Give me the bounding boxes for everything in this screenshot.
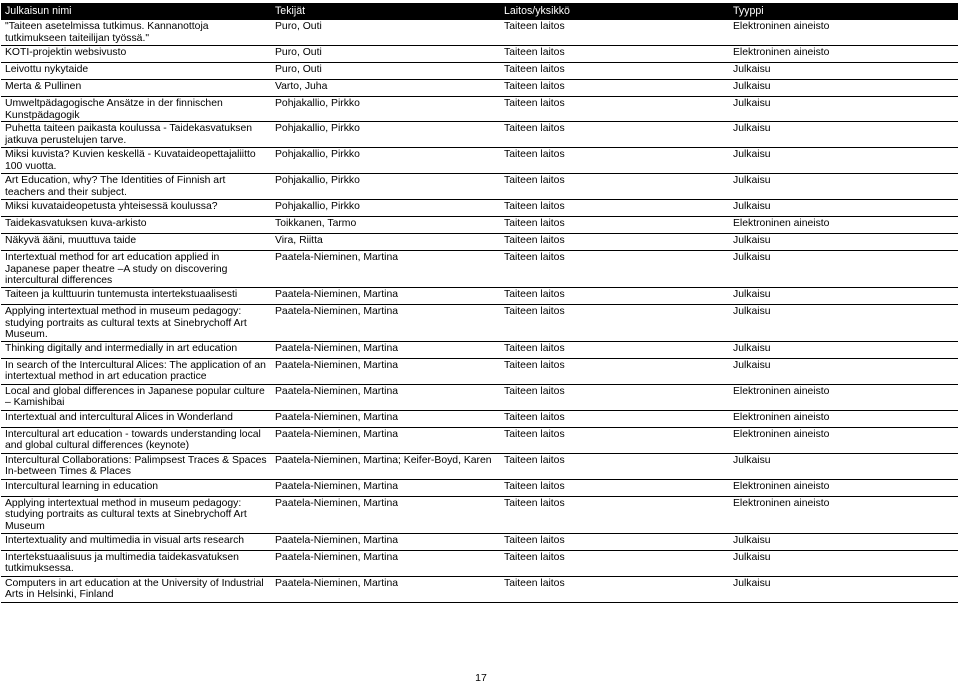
table-row xyxy=(1,251,958,288)
cell-title: Näkyvä ääni, muuttuva taide xyxy=(1,234,271,251)
cell-author: Varto, Juha xyxy=(271,80,500,97)
publication-list-sheet xyxy=(1,3,958,603)
cell-author: Paatela-Nieminen, Martina xyxy=(271,384,500,410)
cell-unit: Taiteen laitos xyxy=(500,496,729,533)
cell-unit: Taiteen laitos xyxy=(500,174,729,200)
cell-title: Computers in art education at the University of Industrial Arts in Helsinki, Finland xyxy=(1,576,271,602)
cell-type: Julkaisu xyxy=(729,550,958,576)
cell-title: Intercultural learning in education xyxy=(1,479,271,496)
table-row xyxy=(1,304,958,341)
cell-author: Paatela-Nieminen, Martina; Keifer-Boyd, Karen xyxy=(271,453,500,479)
cell-title: Taiteen ja kulttuurin tuntemusta intertekstuaalisesti xyxy=(1,287,271,304)
table-row xyxy=(1,234,958,251)
cell-title: Intertextual method for art education applied in Japanese paper theatre –A study on discovering intercultural differences xyxy=(1,251,271,288)
cell-author: Paatela-Nieminen, Martina xyxy=(271,410,500,427)
cell-title: Merta & Pullinen xyxy=(1,80,271,97)
cell-title: Intertextual and intercultural Alices in Wonderland xyxy=(1,410,271,427)
cell-title: Miksi kuvataideopetusta yhteisessä koulussa? xyxy=(1,200,271,217)
header-author: Tekijät xyxy=(271,3,500,20)
cell-title: Intertekstuaalisuus ja multimedia taidekasvatuksen tutkimuksessa. xyxy=(1,550,271,576)
cell-author: Paatela-Nieminen, Martina xyxy=(271,550,500,576)
cell-author: Paatela-Nieminen, Martina xyxy=(271,427,500,453)
cell-title: Thinking digitally and intermedially in art education xyxy=(1,341,271,358)
cell-type: Julkaisu xyxy=(729,251,958,288)
cell-unit: Taiteen laitos xyxy=(500,200,729,217)
cell-author: Paatela-Nieminen, Martina xyxy=(271,576,500,602)
table-row xyxy=(1,427,958,453)
table-row xyxy=(1,384,958,410)
table-row xyxy=(1,358,958,384)
cell-unit: Taiteen laitos xyxy=(500,148,729,174)
cell-author: Pohjakallio, Pirkko xyxy=(271,200,500,217)
cell-title: "Taiteen asetelmissa tutkimus. Kannanottoja tutkimukseen taiteilijan työssä." xyxy=(1,20,271,46)
table-row xyxy=(1,479,958,496)
table-row xyxy=(1,533,958,550)
cell-unit: Taiteen laitos xyxy=(500,46,729,63)
cell-author: Puro, Outi xyxy=(271,46,500,63)
cell-title: Miksi kuvista? Kuvien keskellä - Kuvataideopettajaliitto 100 vuotta. xyxy=(1,148,271,174)
cell-type: Elektroninen aineisto xyxy=(729,496,958,533)
cell-unit: Taiteen laitos xyxy=(500,479,729,496)
cell-unit: Taiteen laitos xyxy=(500,410,729,427)
cell-unit: Taiteen laitos xyxy=(500,122,729,148)
cell-title: KOTI-projektin websivusto xyxy=(1,46,271,63)
cell-author: Pohjakallio, Pirkko xyxy=(271,148,500,174)
cell-unit: Taiteen laitos xyxy=(500,287,729,304)
cell-unit: Taiteen laitos xyxy=(500,384,729,410)
cell-title: Puhetta taiteen paikasta koulussa - Taidekasvatuksen jatkuva perustelujen tarve. xyxy=(1,122,271,148)
cell-type: Julkaisu xyxy=(729,97,958,122)
cell-author: Paatela-Nieminen, Martina xyxy=(271,304,500,341)
cell-unit: Taiteen laitos xyxy=(500,20,729,46)
cell-author: Paatela-Nieminen, Martina xyxy=(271,496,500,533)
cell-type: Julkaisu xyxy=(729,304,958,341)
cell-type: Julkaisu xyxy=(729,341,958,358)
cell-author: Paatela-Nieminen, Martina xyxy=(271,341,500,358)
cell-type: Elektroninen aineisto xyxy=(729,384,958,410)
table-row xyxy=(1,148,958,174)
cell-type: Julkaisu xyxy=(729,234,958,251)
table-row xyxy=(1,410,958,427)
table-row xyxy=(1,200,958,217)
table-row xyxy=(1,217,958,234)
header-title: Julkaisun nimi xyxy=(1,3,271,20)
cell-type: Julkaisu xyxy=(729,174,958,200)
cell-type: Elektroninen aineisto xyxy=(729,217,958,234)
cell-type: Elektroninen aineisto xyxy=(729,20,958,46)
cell-unit: Taiteen laitos xyxy=(500,217,729,234)
cell-author: Toikkanen, Tarmo xyxy=(271,217,500,234)
cell-unit: Taiteen laitos xyxy=(500,453,729,479)
cell-author: Puro, Outi xyxy=(271,20,500,46)
cell-type: Elektroninen aineisto xyxy=(729,410,958,427)
cell-author: Paatela-Nieminen, Martina xyxy=(271,287,500,304)
cell-type: Elektroninen aineisto xyxy=(729,46,958,63)
cell-title: In search of the Intercultural Alices: The application of an intertextual method in art education practice xyxy=(1,358,271,384)
cell-type: Julkaisu xyxy=(729,63,958,80)
table-row xyxy=(1,496,958,533)
cell-title: Art Education, why? The Identities of Finnish art teachers and their subject. xyxy=(1,174,271,200)
cell-type: Elektroninen aineisto xyxy=(729,427,958,453)
cell-unit: Taiteen laitos xyxy=(500,576,729,602)
table-row xyxy=(1,46,958,63)
cell-type: Julkaisu xyxy=(729,287,958,304)
cell-type: Julkaisu xyxy=(729,453,958,479)
cell-author: Paatela-Nieminen, Martina xyxy=(271,479,500,496)
cell-unit: Taiteen laitos xyxy=(500,63,729,80)
table-row xyxy=(1,550,958,576)
cell-title: Leivottu nykytaide xyxy=(1,63,271,80)
cell-unit: Taiteen laitos xyxy=(500,533,729,550)
cell-unit: Taiteen laitos xyxy=(500,358,729,384)
cell-title: Taidekasvatuksen kuva-arkisto xyxy=(1,217,271,234)
cell-author: Paatela-Nieminen, Martina xyxy=(271,533,500,550)
header-row xyxy=(1,3,958,20)
table-row xyxy=(1,576,958,602)
cell-unit: Taiteen laitos xyxy=(500,234,729,251)
cell-type: Julkaisu xyxy=(729,122,958,148)
cell-title: Local and global differences in Japanese popular culture – Kamishibai xyxy=(1,384,271,410)
table-row xyxy=(1,20,958,46)
cell-type: Julkaisu xyxy=(729,533,958,550)
table-row xyxy=(1,80,958,97)
cell-type: Julkaisu xyxy=(729,148,958,174)
cell-title: Applying intertextual method in museum pedagogy: studying portraits as cultural texts at Sinebrychoff Art Museum xyxy=(1,496,271,533)
cell-unit: Taiteen laitos xyxy=(500,427,729,453)
cell-unit: Taiteen laitos xyxy=(500,80,729,97)
cell-unit: Taiteen laitos xyxy=(500,550,729,576)
page-number: 17 xyxy=(475,672,487,684)
cell-author: Pohjakallio, Pirkko xyxy=(271,122,500,148)
cell-type: Elektroninen aineisto xyxy=(729,479,958,496)
cell-author: Paatela-Nieminen, Martina xyxy=(271,251,500,288)
header-unit: Laitos/yksikkö xyxy=(500,3,729,20)
cell-author: Pohjakallio, Pirkko xyxy=(271,174,500,200)
cell-type: Julkaisu xyxy=(729,576,958,602)
table-row xyxy=(1,63,958,80)
cell-type: Julkaisu xyxy=(729,200,958,217)
cell-author: Puro, Outi xyxy=(271,63,500,80)
cell-unit: Taiteen laitos xyxy=(500,304,729,341)
cell-unit: Taiteen laitos xyxy=(500,341,729,358)
table-row xyxy=(1,341,958,358)
cell-author: Vira, Riitta xyxy=(271,234,500,251)
table-row xyxy=(1,174,958,200)
table-header xyxy=(1,3,958,20)
cell-title: Umweltpädagogische Ansätze in der finnischen Kunstpädagogik xyxy=(1,97,271,122)
cell-title: Applying intertextual method in museum pedagogy: studying portraits as cultural texts at Sinebrychoff Art Museum. xyxy=(1,304,271,341)
cell-title: Intercultural Collaborations: Palimpsest Traces & Spaces In-between Times & Places xyxy=(1,453,271,479)
cell-title: Intertextuality and multimedia in visual arts research xyxy=(1,533,271,550)
table-row xyxy=(1,453,958,479)
table-body xyxy=(1,20,958,602)
table-row xyxy=(1,97,958,122)
header-type: Tyyppi xyxy=(729,3,958,20)
table-row xyxy=(1,122,958,148)
cell-unit: Taiteen laitos xyxy=(500,251,729,288)
cell-title: Intercultural art education - towards understanding local and global cultural differences (keynote) xyxy=(1,427,271,453)
cell-unit: Taiteen laitos xyxy=(500,97,729,122)
table-row xyxy=(1,287,958,304)
cell-type: Julkaisu xyxy=(729,358,958,384)
publication-table xyxy=(1,3,958,603)
cell-author: Paatela-Nieminen, Martina xyxy=(271,358,500,384)
cell-author: Pohjakallio, Pirkko xyxy=(271,97,500,122)
cell-type: Julkaisu xyxy=(729,80,958,97)
